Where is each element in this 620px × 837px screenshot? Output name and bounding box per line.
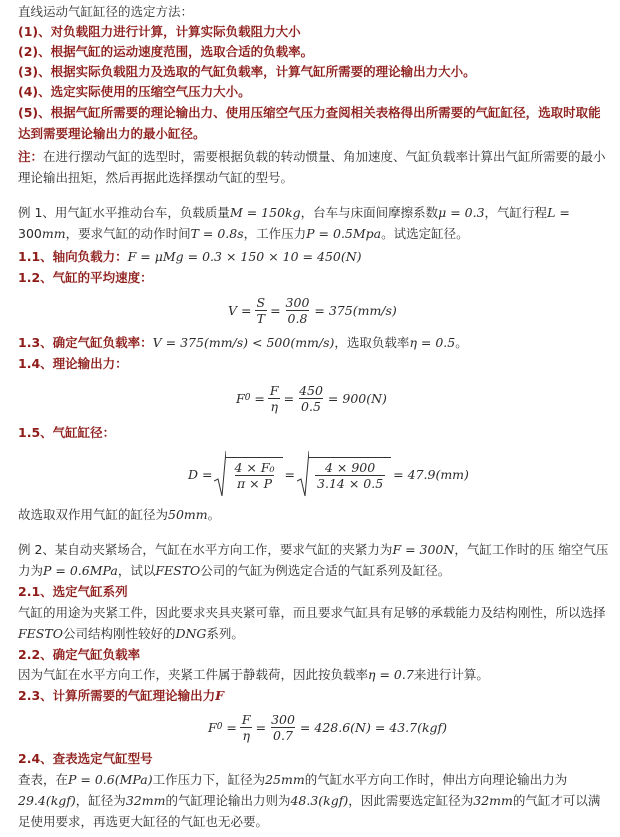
- step-2-1-label: 2.1、选定气缸系列: [18, 584, 128, 599]
- note-paragraph: [18, 146, 612, 188]
- step-2-2-text: 因为气缸在水平方向工作，夹紧工件属于静载荷，因此按负载率η = 0.7来进行计算。: [18, 667, 489, 682]
- step-4: (4)、选定实际使用的压缩空气压力大小。: [18, 84, 251, 99]
- document-page: [0, 2, 620, 837]
- step-1-3: 1.3、确定气缸负载率：V = 375(mm/s) < 500(mm/s)，选取负载率η = 0.5。: [18, 335, 468, 350]
- step-2-1-text: 气缸的用途为夹紧工件，因此要求夹具夹紧可靠，而且要求气缸具有足够的承载能力及结构刚性，所以选择FESTO公司结构刚性较好的DNG系列。: [18, 605, 606, 641]
- step-1-5-label: 1.5、气缸缸径：: [18, 425, 116, 440]
- sqrt-symbol-2: $\frac{4 \times 900}{3.14 \times 0.5}$: [297, 451, 391, 497]
- step-2-4-text: 查表，在P = 0.6(MPa)工作压力下，缸径为25mm的气缸水平方向工作时，伸出方向理论输出力为29.4(kgf)，缸径为32mm的气缸理论输出力则为48.3(kgf)，因此需要选定缸径为32mm的气缸才可以满足使用要求，再选更大缸径的气缸也无必要。: [18, 772, 601, 829]
- step-2: (2)、根据气缸的运动速度范围，选取合适的负载率。: [18, 44, 314, 59]
- formula-1-1: F = μMg = 0.3 × 150 × 10 = 450(N): [127, 249, 362, 264]
- note-label: 注：: [18, 149, 44, 164]
- step-3: (3)、根据实际负载阻力及选取的气缸负载率，计算气缸所需要的理论输出力大小。: [18, 64, 476, 79]
- example-2-intro: 例 2、某自动夹紧场合，气缸在水平方向工作，要求气缸的夹紧力为F = 300N，气缸工作时的压 缩空气压力为P = 0.6MPa，试以FESTO公司的气缸为例选定合适的气缸系列及缸径。: [18, 542, 609, 578]
- step-2-4-label: 2.4、查表选定气缸型号: [18, 751, 153, 766]
- formula-output-force: F 0 = $\frac{F}{\eta}$ = $\frac{450}{0.5}$ = 900(N): [236, 382, 387, 414]
- step-1: (1)、对负载阻力进行计算，计算实际负载阻力大小: [18, 24, 301, 39]
- step-5: (5)、根据气缸所需要的理论输出力、使用压缩空气压力查阅相关表格得出所需要的气缸缸径，选取时取能达到需要理论输出力的最小缸径。: [18, 105, 601, 141]
- sqrt-symbol-1: $\frac{\text{4 × F₀}}{\pi \times P}$: [214, 451, 282, 497]
- step-2-2-label: 2.2、确定气缸负载率: [18, 647, 141, 662]
- step-1-2-label: 1.2、气缸的平均速度：: [18, 270, 153, 285]
- step-1-1: 1.1、轴向负载力：F = μMg = 0.3 × 150 × 10 = 450(N): [18, 249, 362, 264]
- formula-theoretical-force: F 0 = $\frac{F}{\eta}$ = $\frac{300}{0.7}$ = 428.6(N) = 43.7(kgf): [208, 711, 448, 743]
- formula-bore-diameter: D = $\frac{\text{4 × F₀}}{\pi \times P}$ = $\frac{4 \times 900}{3.14 \times 0.5}$ = 47.9(mm): [188, 443, 612, 505]
- formula-velocity: V = $\frac{S}{T}$ = $\frac{300}{0.8}$ = 375(mm/s): [228, 294, 397, 326]
- note-text: 在进行摆动气缸的选型时，需要根据负载的转动惯量、角加速度、气缸负载率计算出气缸所需要的最小理论输出扭矩，然后再据此选择摆动气缸的型号。: [18, 149, 606, 185]
- example-1-conclusion: 故选取双作用气缸的缸径为50mm。: [18, 507, 221, 522]
- section-heading: 直线运动气缸缸径的选定方法：: [18, 4, 194, 19]
- example-1-intro: 例 1、用气缸水平推动台车，负载质量M = 150kg，台车与床面间摩擦系数μ = 0.3，气缸行程L = 300mm，要求气缸的动作时间T = 0.8s，工作压力P = 0.5Mpa。试选定缸径。: [18, 205, 570, 241]
- step-2-3-label: 2.3、计算所需要的气缸理论输出力F: [18, 688, 225, 703]
- step-1-4-label: 1.4、理论输出力：: [18, 356, 128, 371]
